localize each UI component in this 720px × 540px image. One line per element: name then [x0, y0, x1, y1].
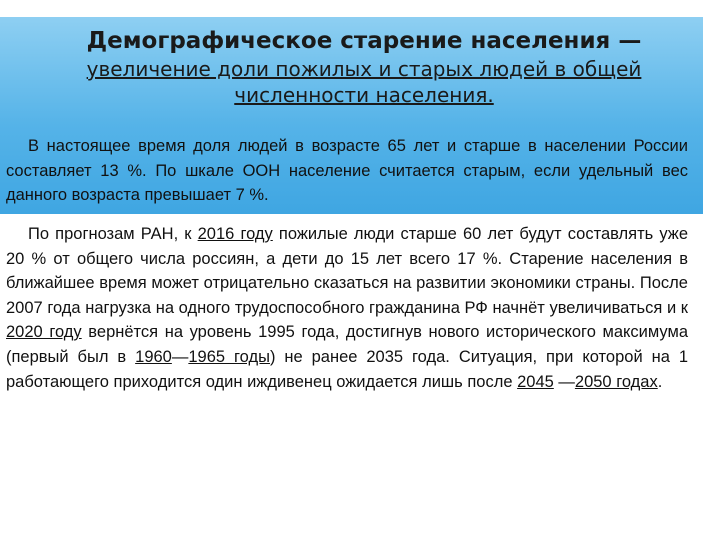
link-1965[interactable]: 1965 годы	[188, 347, 270, 366]
link-2016[interactable]: 2016 году	[197, 225, 273, 243]
paragraph-aging-share	[6, 134, 688, 208]
text-part-2: пожилые люди старше 60 лет будут составлять уже 20 % от общего числа россиян, а дети до 15 лет всего 17 %. Старение населения в ближайшее время может отрицательно сказаться на развитии экономики страны. После 2007 года нагрузка на одного трудоспособного гражданина РФ начнёт увеличиваться и к	[6, 225, 688, 317]
link-1960[interactable]: 1960	[135, 347, 172, 366]
slide-title-block	[24, 26, 704, 108]
paragraph-text: В настоящее время доля людей в возрасте 65 лет и старше в населении России составляет 13 %. По шкале ООН население считается старым, если удельный вес данного возраста превышает 7 %.	[6, 137, 688, 205]
text-part-7: .	[657, 372, 663, 391]
text-part-6: —	[553, 372, 575, 391]
paragraph-forecast	[6, 222, 688, 394]
text-part-4: —	[171, 347, 189, 366]
link-2050[interactable]: 2050 годах	[574, 372, 658, 391]
link-2020[interactable]: 2020 году	[6, 323, 82, 342]
slide-title: Демографическое старение населения —	[86, 28, 642, 54]
text-part-1: По прогнозам РАН, к	[28, 225, 198, 243]
link-2045[interactable]: 2045	[517, 372, 554, 391]
slide-subtitle: увеличение доли пожилых и старых людей в общей численности населения.	[86, 57, 642, 107]
text-part-3: вернётся на уровень 1995 года, достигнув нового исторического максимума (первый был в	[6, 323, 688, 366]
text-part-5: ) не ранее 2035 года. Ситуация, при которой на 1 работающего приходится один иждивенец ожидается лишь после	[6, 347, 688, 391]
